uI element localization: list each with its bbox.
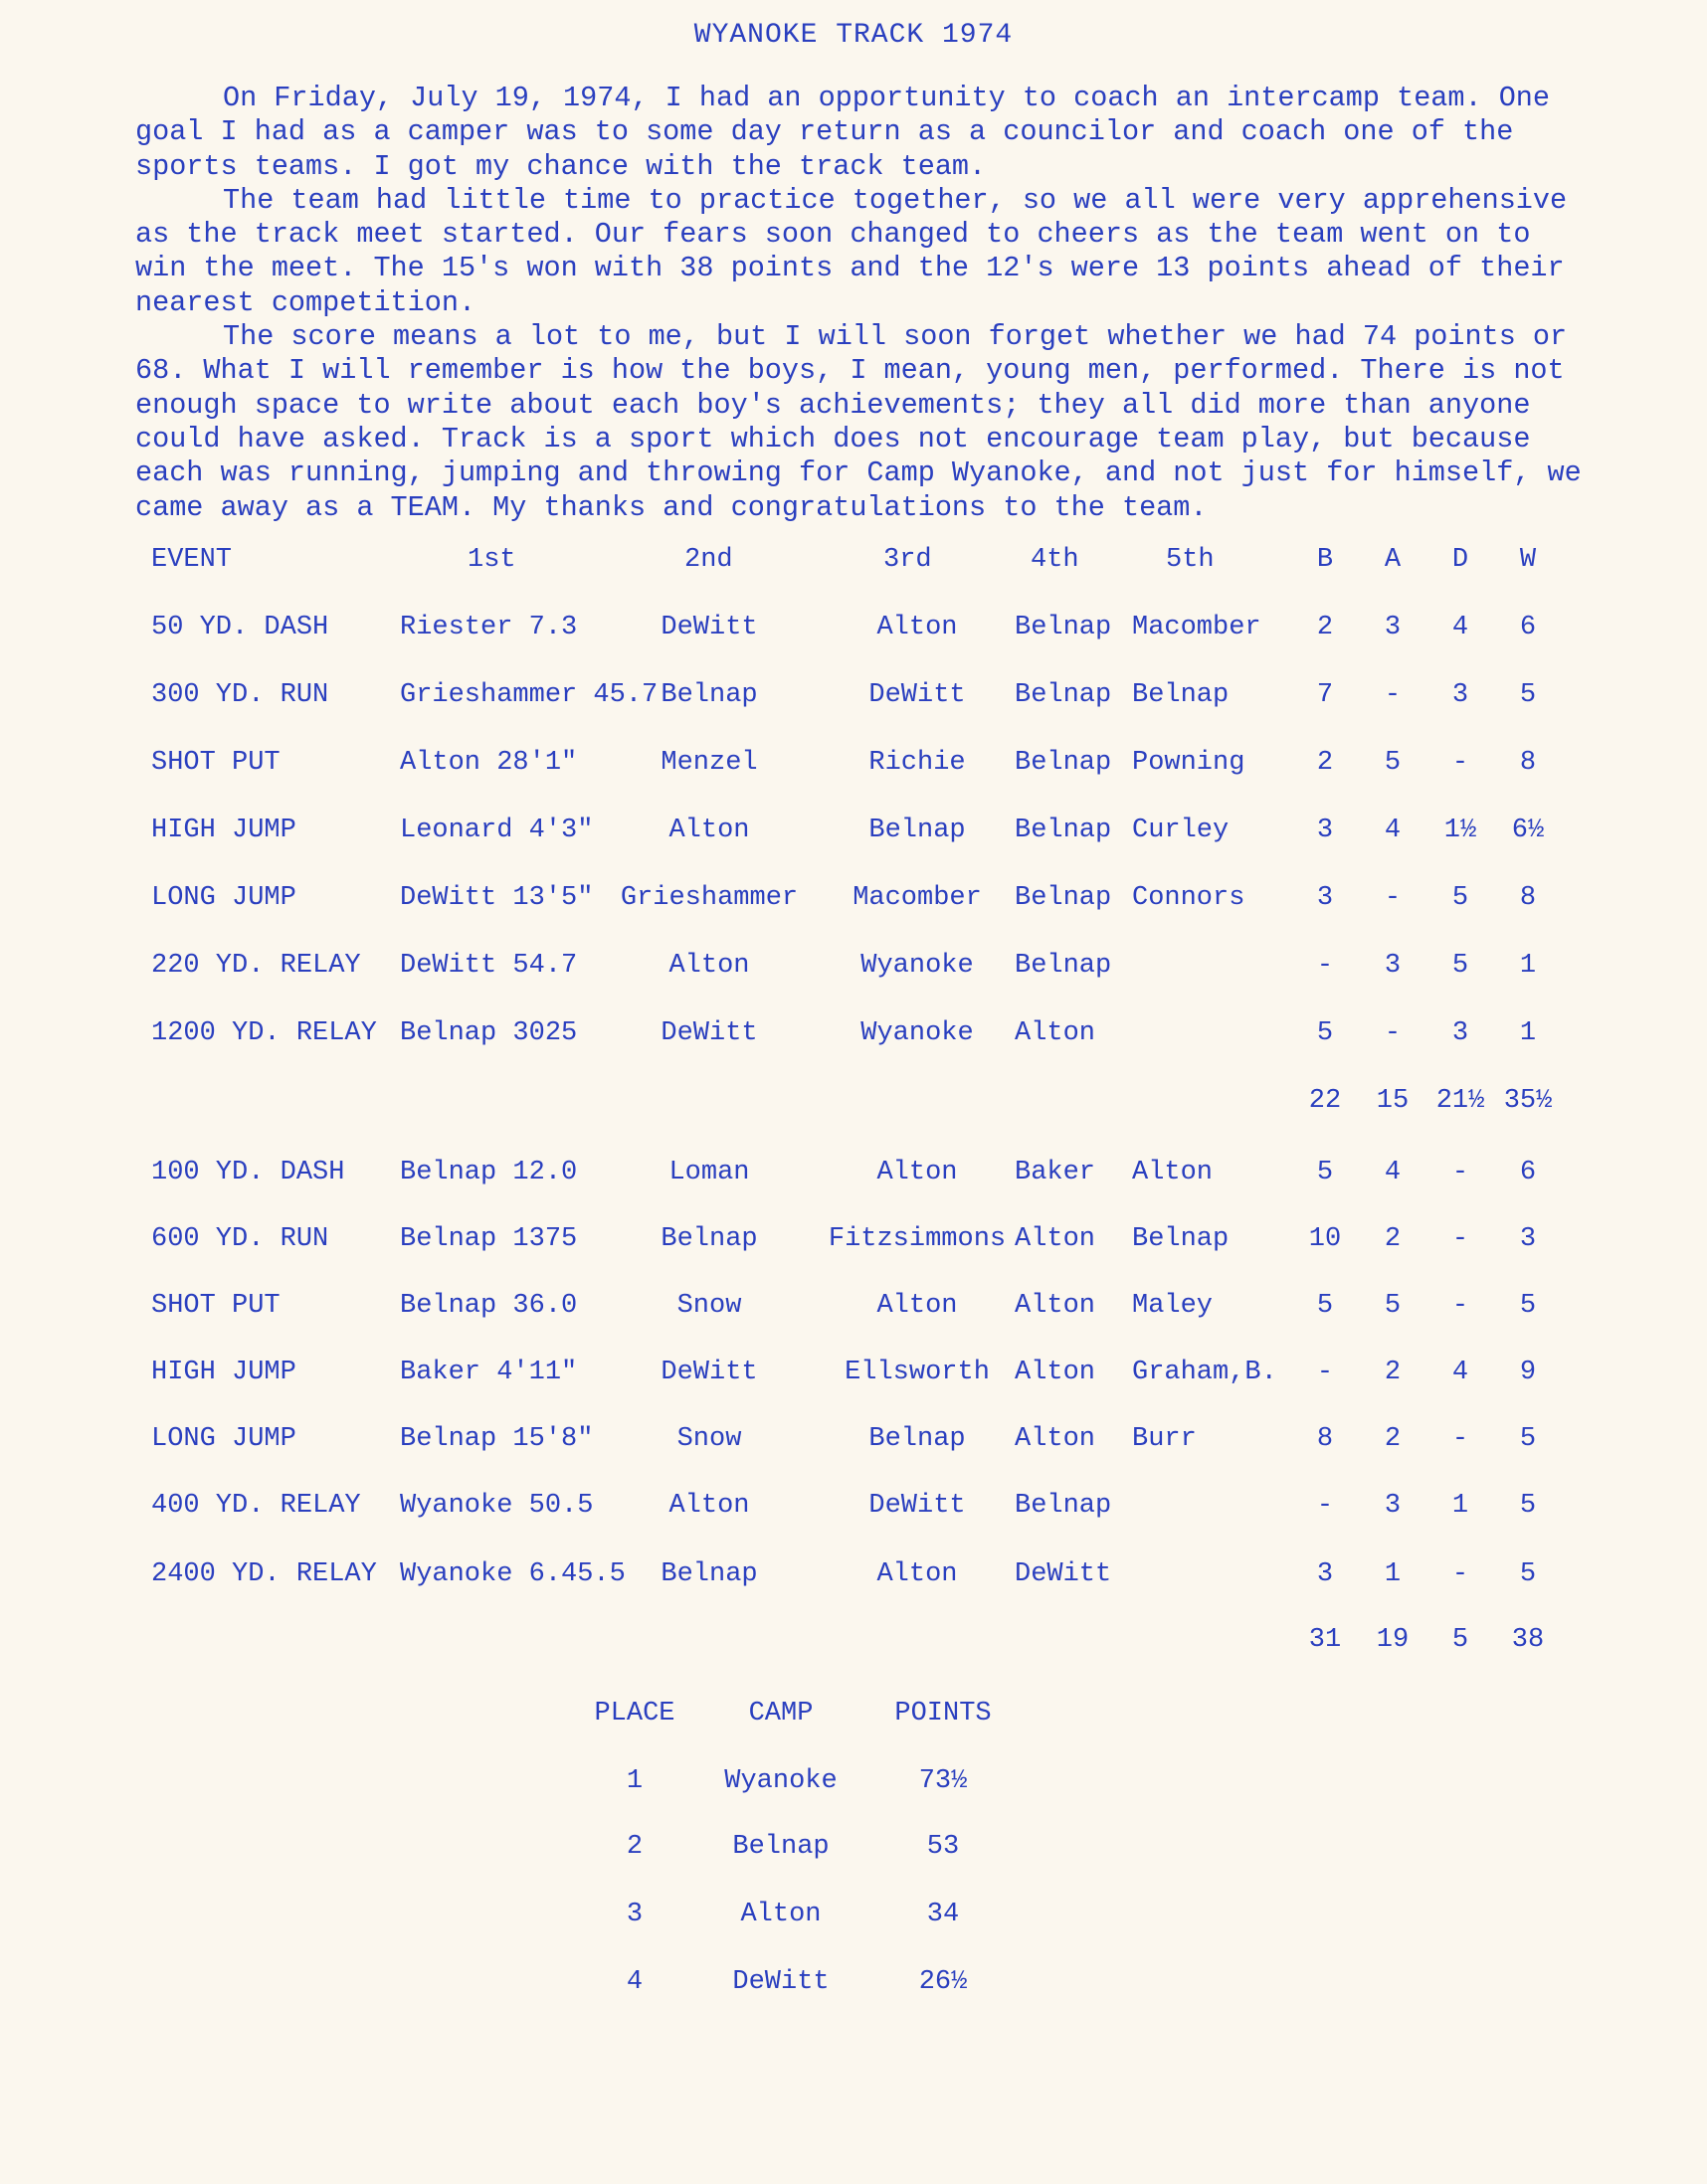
second-place: Snow (676, 1291, 742, 1321)
first-place: Leonard 4'3" (400, 816, 594, 845)
event-name: 600 YD. RUN (151, 1224, 329, 1254)
header-points: POINTS (894, 1699, 992, 1729)
article-body (135, 82, 1588, 525)
camp: Alton (740, 1900, 822, 1929)
first-place: Alton 28'1" (400, 748, 578, 778)
results-header-row (0, 545, 1707, 585)
place: 3 (626, 1900, 644, 1929)
second-place: Alton (668, 816, 750, 845)
score-w: 5 (1519, 1291, 1537, 1321)
first-place: DeWitt 54.7 (400, 951, 578, 981)
total-a: 19 (1376, 1625, 1410, 1655)
standings-row (0, 1766, 1707, 1806)
third-place: DeWitt (868, 1491, 966, 1521)
score-a: 1 (1384, 1559, 1402, 1589)
first-place: Wyanoke 50.5 (400, 1491, 594, 1521)
score-a: 4 (1384, 1158, 1402, 1187)
score-d: 4 (1451, 1358, 1469, 1387)
standings-header-row (0, 1699, 1707, 1738)
header-camp: CAMP (748, 1699, 814, 1729)
fourth-place: Alton (1015, 1358, 1096, 1387)
document-title: WYANOKE TRACK 1974 (693, 20, 1014, 51)
fourth-place: Alton (1015, 1291, 1096, 1321)
score-b: 5 (1316, 1018, 1334, 1048)
header-event: EVENT (151, 545, 233, 575)
subtotal-row (0, 1086, 1707, 1126)
event-name: SHOT PUT (151, 748, 281, 778)
fourth-place: Belnap (1015, 816, 1112, 845)
header-w: W (1519, 545, 1537, 575)
third-place: Alton (876, 1158, 958, 1187)
score-w: 6 (1519, 613, 1537, 642)
score-a: 5 (1384, 1291, 1402, 1321)
score-a: - (1384, 680, 1402, 710)
header-3rd: 3rd (883, 545, 932, 575)
third-place: Belnap (868, 1424, 966, 1454)
third-place: Fitzsimmons (828, 1224, 1007, 1254)
fourth-place: Alton (1015, 1018, 1096, 1048)
score-b: - (1316, 1491, 1334, 1521)
camp: Belnap (732, 1832, 830, 1862)
score-a: 2 (1384, 1358, 1402, 1387)
score-d: - (1451, 1424, 1469, 1454)
header-b: B (1316, 545, 1334, 575)
header-d: D (1451, 545, 1469, 575)
fourth-place: Belnap (1015, 613, 1112, 642)
first-place: Wyanoke 6.45.5 (400, 1559, 626, 1589)
score-w: 3 (1519, 1224, 1537, 1254)
score-b: - (1316, 1358, 1334, 1387)
standings-row (0, 1967, 1707, 2007)
event-row (0, 1291, 1707, 1331)
score-b: 5 (1316, 1158, 1334, 1187)
second-place: Snow (676, 1424, 742, 1454)
score-w: 1 (1519, 951, 1537, 981)
first-place: DeWitt 13'5" (400, 883, 594, 913)
paragraph-1: On Friday, July 19, 1974, I had an opportunity to coach an intercamp team. One goal I had as a camper was to some day return as a councilor and coach one of the sports teams. I got my chance with the track team. (135, 82, 1551, 183)
first-place: Baker 4'11" (400, 1358, 578, 1387)
second-place: Menzel (661, 748, 758, 778)
paragraph-2: The team had little time to practice together, so we all were very apprehensive as the track meet started. Our fears soon changed to cheers as the team went on to win the meet. The 15's won with 38 points and the 12's were 13 points ahead of their nearest competition. (135, 183, 1568, 319)
score-w: 8 (1519, 748, 1537, 778)
event-row (0, 613, 1707, 652)
fifth-place: Connors (1132, 883, 1245, 913)
score-d: 1½ (1443, 816, 1477, 845)
score-w: 5 (1519, 680, 1537, 710)
score-b: 3 (1316, 816, 1334, 845)
place: 4 (626, 1967, 644, 1997)
score-b: 8 (1316, 1424, 1334, 1454)
third-place: Alton (876, 1559, 958, 1589)
place: 2 (626, 1832, 644, 1862)
score-a: 5 (1384, 748, 1402, 778)
score-d: - (1451, 1158, 1469, 1187)
total-b: 31 (1308, 1625, 1342, 1655)
fifth-place: Graham,B. (1132, 1358, 1277, 1387)
points: 34 (926, 1900, 960, 1929)
score-w: 8 (1519, 883, 1537, 913)
fourth-place: Baker (1015, 1158, 1096, 1187)
standings-row (0, 1900, 1707, 1939)
score-b: - (1316, 951, 1334, 981)
score-w: 9 (1519, 1358, 1537, 1387)
second-place: Loman (668, 1158, 750, 1187)
first-place: Belnap 1375 (400, 1224, 578, 1254)
first-place: Belnap 36.0 (400, 1291, 578, 1321)
first-place: Belnap 15'8" (400, 1424, 594, 1454)
event-row (0, 1158, 1707, 1197)
fifth-place: Belnap (1132, 1224, 1230, 1254)
event-name: 220 YD. RELAY (151, 951, 361, 981)
second-place: Belnap (661, 1224, 758, 1254)
score-a: 2 (1384, 1424, 1402, 1454)
score-w: 5 (1519, 1424, 1537, 1454)
fourth-place: Alton (1015, 1424, 1096, 1454)
camp: Wyanoke (724, 1766, 838, 1796)
third-place: Alton (876, 1291, 958, 1321)
event-name: HIGH JUMP (151, 816, 296, 845)
event-row (0, 680, 1707, 720)
first-place: Belnap 3025 (400, 1018, 578, 1048)
event-name: HIGH JUMP (151, 1358, 296, 1387)
event-name: SHOT PUT (151, 1291, 281, 1321)
subtotal-d: 21½ (1435, 1086, 1485, 1116)
standings-row (0, 1832, 1707, 1872)
fifth-place: Burr (1132, 1424, 1197, 1454)
header-2nd: 2nd (684, 545, 733, 575)
event-row (0, 1018, 1707, 1058)
event-name: LONG JUMP (151, 1424, 296, 1454)
score-b: 7 (1316, 680, 1334, 710)
score-d: 1 (1451, 1491, 1469, 1521)
total-w: 38 (1511, 1625, 1545, 1655)
points: 53 (926, 1832, 960, 1862)
score-w: 6 (1519, 1158, 1537, 1187)
header-4th: 4th (1031, 545, 1079, 575)
third-place: Belnap (868, 816, 966, 845)
fifth-place: Alton (1132, 1158, 1214, 1187)
points: 73½ (918, 1766, 968, 1796)
header-1st: 1st (468, 545, 516, 575)
second-place: DeWitt (661, 1018, 758, 1048)
score-d: - (1451, 1224, 1469, 1254)
event-row (0, 816, 1707, 855)
third-place: Richie (868, 748, 966, 778)
third-place: Ellsworth (845, 1358, 990, 1387)
event-name: 1200 YD. RELAY (151, 1018, 377, 1048)
score-d: 5 (1451, 951, 1469, 981)
event-row (0, 1358, 1707, 1397)
score-d: 5 (1451, 883, 1469, 913)
second-place: Alton (668, 951, 750, 981)
score-a: 3 (1384, 613, 1402, 642)
third-place: DeWitt (868, 680, 966, 710)
third-place: Alton (876, 613, 958, 642)
fourth-place: Belnap (1015, 1491, 1112, 1521)
third-place: Macomber (853, 883, 982, 913)
third-place: Wyanoke (860, 1018, 974, 1048)
score-a: 2 (1384, 1224, 1402, 1254)
score-d: 3 (1451, 1018, 1469, 1048)
score-a: 4 (1384, 816, 1402, 845)
event-row (0, 748, 1707, 788)
event-row (0, 1491, 1707, 1531)
points: 26½ (918, 1967, 968, 1997)
header-a: A (1384, 545, 1402, 575)
fifth-place: Macomber (1132, 613, 1261, 642)
score-b: 3 (1316, 883, 1334, 913)
score-b: 5 (1316, 1291, 1334, 1321)
score-w: 5 (1519, 1559, 1537, 1589)
score-d: - (1451, 1291, 1469, 1321)
fourth-place: Alton (1015, 1224, 1096, 1254)
third-place: Wyanoke (860, 951, 974, 981)
score-b: 2 (1316, 748, 1334, 778)
score-b: 10 (1308, 1224, 1342, 1254)
first-place: Grieshammer 45.7 (400, 680, 659, 710)
second-place: DeWitt (661, 1358, 758, 1387)
fourth-place: Belnap (1015, 883, 1112, 913)
score-a: - (1384, 883, 1402, 913)
subtotal-b: 22 (1308, 1086, 1342, 1116)
subtotal-w: 35½ (1503, 1086, 1553, 1116)
score-b: 2 (1316, 613, 1334, 642)
event-name: 100 YD. DASH (151, 1158, 345, 1187)
fourth-place: Belnap (1015, 951, 1112, 981)
first-place: Belnap 12.0 (400, 1158, 578, 1187)
event-name: 50 YD. DASH (151, 613, 329, 642)
score-w: 6½ (1511, 816, 1545, 845)
score-a: 3 (1384, 951, 1402, 981)
score-d: 4 (1451, 613, 1469, 642)
fifth-place: Maley (1132, 1291, 1214, 1321)
header-place: PLACE (594, 1699, 675, 1729)
fourth-place: Belnap (1015, 748, 1112, 778)
second-place: Belnap (661, 680, 758, 710)
second-place: DeWitt (661, 613, 758, 642)
first-place: Riester 7.3 (400, 613, 578, 642)
event-row (0, 1424, 1707, 1464)
score-a: 3 (1384, 1491, 1402, 1521)
second-place: Belnap (661, 1559, 758, 1589)
total-row (0, 1625, 1707, 1665)
paragraph-3: The score means a lot to me, but I will soon forget whether we had 74 points or 68. What I will remember is how the boys, I mean, young men, performed. There is not enough space to write about each boy's achievements; they all did more than anyone could have asked. Track is a sport which does not encourage team play, but because each was running, jumping and throwing for Camp Wyanoke, and not just for himself, we came away as a TEAM. My thanks and congratulations to the team. (135, 320, 1582, 524)
fifth-place: Powning (1132, 748, 1245, 778)
event-row (0, 1224, 1707, 1264)
total-d: 5 (1451, 1625, 1469, 1655)
fifth-place: Belnap (1132, 680, 1230, 710)
event-name: 300 YD. RUN (151, 680, 329, 710)
second-place: Alton (668, 1491, 750, 1521)
event-name: 2400 YD. RELAY (151, 1559, 377, 1589)
header-5th: 5th (1166, 545, 1215, 575)
camp: DeWitt (732, 1967, 830, 1997)
fourth-place: Belnap (1015, 680, 1112, 710)
subtotal-a: 15 (1376, 1086, 1410, 1116)
event-row (0, 1559, 1707, 1599)
event-row (0, 951, 1707, 991)
event-row (0, 883, 1707, 923)
score-a: - (1384, 1018, 1402, 1048)
place: 1 (626, 1766, 644, 1796)
event-name: LONG JUMP (151, 883, 296, 913)
score-d: 3 (1451, 680, 1469, 710)
fourth-place: DeWitt (1015, 1559, 1112, 1589)
event-name: 400 YD. RELAY (151, 1491, 361, 1521)
score-d: - (1451, 748, 1469, 778)
score-w: 5 (1519, 1491, 1537, 1521)
fifth-place: Curley (1132, 816, 1230, 845)
score-d: - (1451, 1559, 1469, 1589)
score-w: 1 (1519, 1018, 1537, 1048)
second-place: Grieshammer (620, 883, 799, 913)
score-b: 3 (1316, 1559, 1334, 1589)
